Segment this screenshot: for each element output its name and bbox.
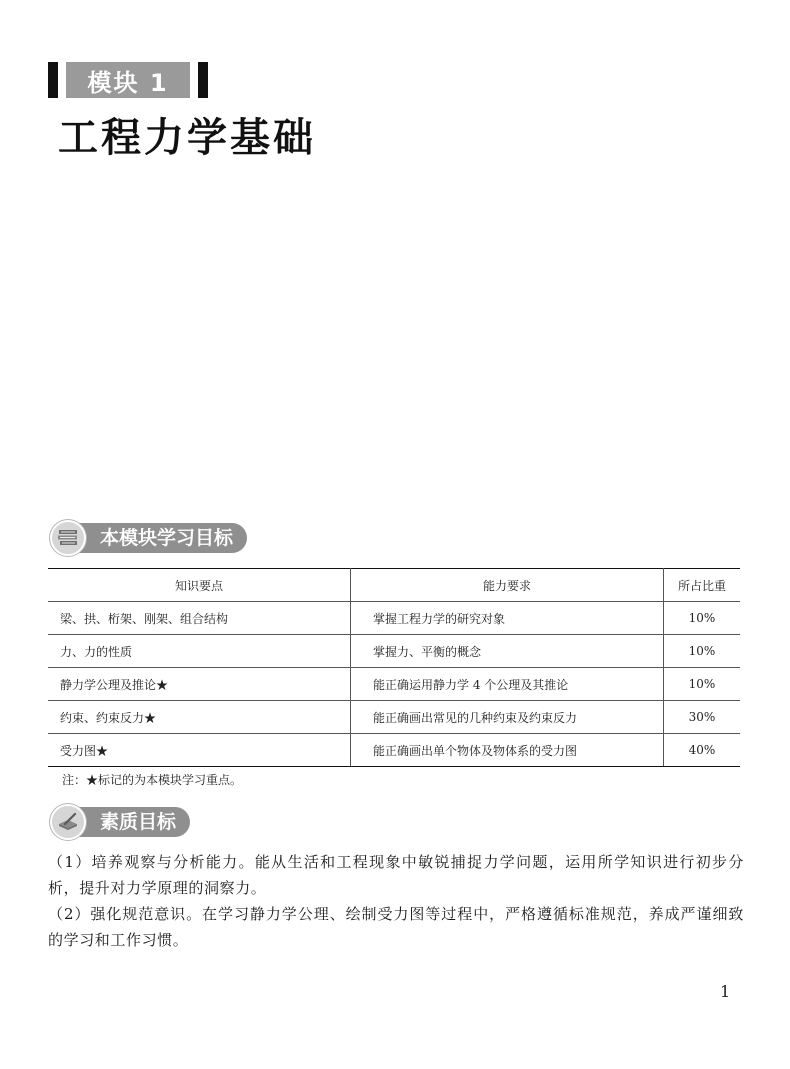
table-row [48, 701, 740, 734]
quality-heading: 素质目标 [66, 807, 190, 837]
cell-ability: 能正确画出单个物体及物体系的受力图 [351, 734, 664, 767]
cell-weight: 10% [664, 668, 741, 701]
cell-weight: 10% [664, 602, 741, 635]
header-ability: 能力要求 [351, 569, 664, 602]
cell-ability: 能正确画出常见的几种约束及约束反力 [351, 701, 664, 734]
goals-table [48, 568, 740, 767]
cell-knowledge: 梁、拱、桁架、刚架、组合结构 [48, 602, 351, 635]
goals-section-header [50, 520, 280, 556]
quality-section-header [50, 804, 210, 840]
cell-knowledge: 静力学公理及推论★ [48, 668, 351, 701]
page-number: 1 [720, 982, 731, 1001]
header-weight: 所占比重 [664, 569, 741, 602]
book-pen-icon [50, 804, 86, 840]
cell-knowledge: 力、力的性质 [48, 635, 351, 668]
table-note: 注：★标记的为本模块学习重点。 [62, 773, 243, 787]
cell-ability: 掌握力、平衡的概念 [351, 635, 664, 668]
table-row [48, 635, 740, 668]
cell-ability: 掌握工程力学的研究对象 [351, 602, 664, 635]
goals-heading: 本模块学习目标 [66, 523, 247, 553]
module-title: 工程力学基础 [58, 114, 316, 161]
module-banner [48, 62, 214, 98]
banner-right-bar [198, 62, 208, 98]
table-header-row [48, 569, 740, 602]
header-knowledge: 知识要点 [48, 569, 351, 602]
cell-knowledge: 受力图★ [48, 734, 351, 767]
module-label: 模块 1 [66, 62, 190, 98]
cell-ability: 能正确运用静力学 4 个公理及其推论 [351, 668, 664, 701]
quality-paragraph-1: （1）培养观察与分析能力。能从生活和工程现象中敏锐捕捉力学问题，运用所学知识进行初步分析，提升对力学原理的洞察力。 [48, 853, 744, 897]
table-row [48, 734, 740, 767]
table-row [48, 602, 740, 635]
banner-left-bar [48, 62, 58, 98]
stacked-books-icon [50, 520, 86, 556]
cell-knowledge: 约束、约束反力★ [48, 701, 351, 734]
cell-weight: 10% [664, 635, 741, 668]
quality-paragraph-2: （2）强化规范意识。在学习静力学公理、绘制受力图等过程中，严格遵循标准规范，养成严谨细致的学习和工作习惯。 [48, 905, 744, 949]
cell-weight: 30% [664, 701, 741, 734]
table-row [48, 668, 740, 701]
cell-weight: 40% [664, 734, 741, 767]
